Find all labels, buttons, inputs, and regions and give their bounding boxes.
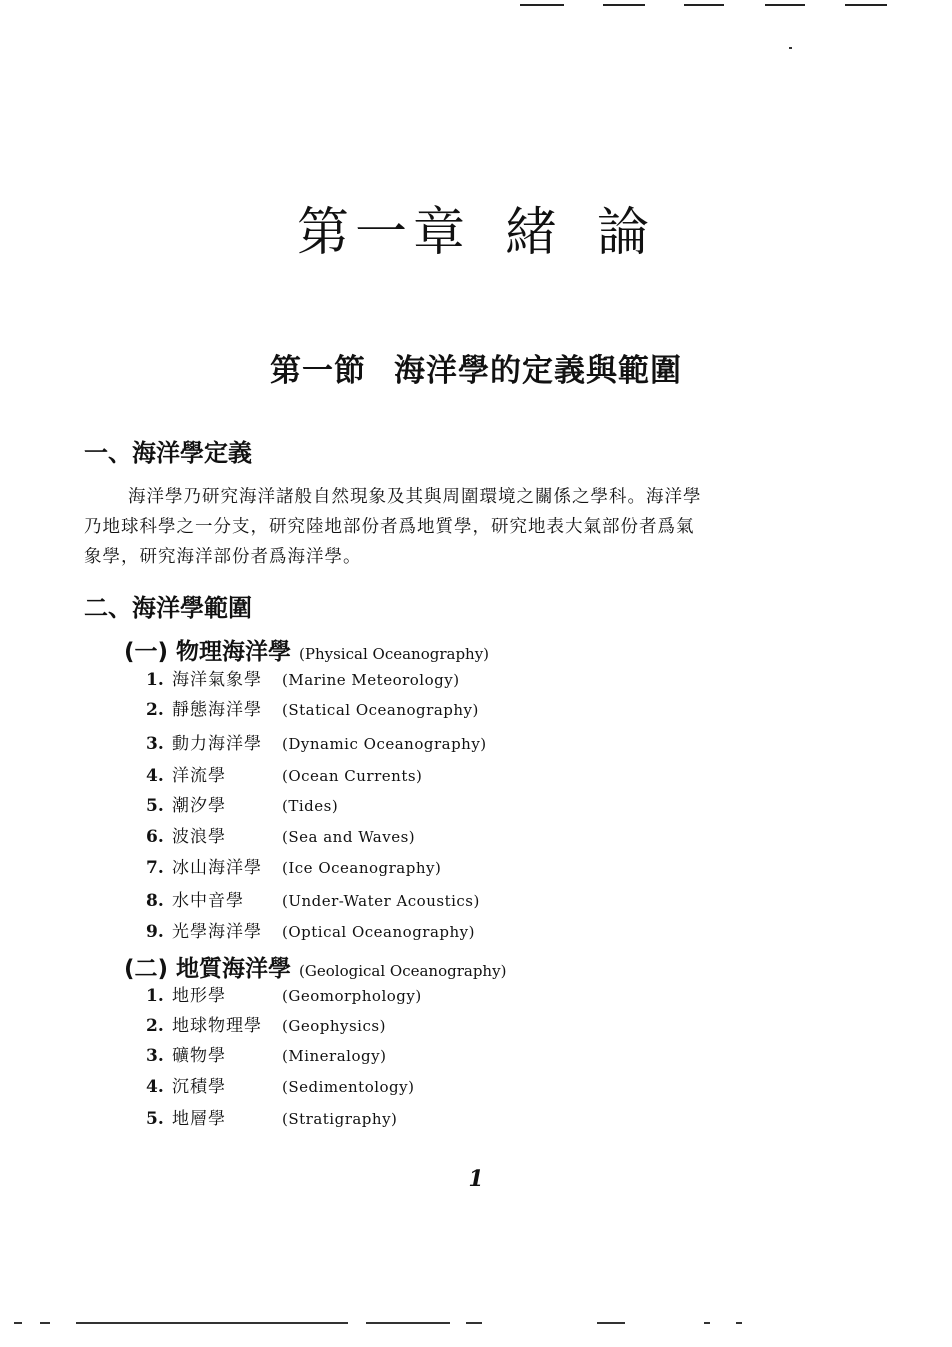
item-chinese: 海洋氣象學 bbox=[172, 670, 262, 690]
paragraph-line: 象學，研究海洋部份者爲海洋學。 bbox=[84, 547, 362, 567]
item-english: (Sea and Waves) bbox=[282, 828, 416, 846]
item-number: 1. bbox=[146, 670, 164, 690]
item-number: 5. bbox=[146, 796, 164, 816]
item-number: 4. bbox=[146, 766, 164, 786]
subheading-english: (Geological Oceanography) bbox=[299, 962, 507, 980]
scan-mark bbox=[520, 4, 564, 6]
scan-mark bbox=[76, 1322, 348, 1324]
scan-mark bbox=[684, 4, 724, 6]
item-chinese: 水中音學 bbox=[172, 891, 244, 911]
scan-mark bbox=[14, 1322, 22, 1324]
list-item bbox=[146, 763, 422, 789]
list-item bbox=[146, 1106, 397, 1132]
chapter-title-word-1: 緒 bbox=[504, 203, 563, 263]
list-item bbox=[146, 1043, 386, 1069]
scan-mark bbox=[366, 1322, 450, 1324]
list-item bbox=[146, 919, 475, 945]
item-chinese: 潮汐學 bbox=[172, 796, 226, 816]
section-name: 海洋學的定義與範圍 bbox=[394, 353, 682, 389]
subheading-physical bbox=[124, 633, 489, 666]
item-number: 3. bbox=[146, 734, 164, 754]
chapter-title-number: 第一章 bbox=[296, 203, 471, 263]
item-english: (Marine Meteorology) bbox=[282, 671, 460, 689]
item-english: (Statical Oceanography) bbox=[282, 701, 479, 719]
heading-definition: 一、海洋學定義 bbox=[84, 439, 252, 467]
scan-mark bbox=[736, 1322, 742, 1324]
scan-mark bbox=[765, 4, 805, 6]
list-item bbox=[146, 667, 460, 693]
scan-mark bbox=[603, 4, 645, 6]
item-chinese: 動力海洋學 bbox=[172, 734, 262, 754]
item-chinese: 地層學 bbox=[172, 1109, 226, 1129]
item-chinese: 地球物理學 bbox=[172, 1016, 262, 1036]
item-number: 6. bbox=[146, 827, 164, 847]
item-english: (Geophysics) bbox=[282, 1017, 386, 1035]
item-chinese: 洋流學 bbox=[172, 766, 226, 786]
paragraph-line: 乃地球科學之一分支，研究陸地部份者爲地質學，研究地表大氣部份者爲氣 bbox=[84, 517, 695, 537]
item-chinese: 冰山海洋學 bbox=[172, 858, 262, 878]
subheading-label: (一) 物理海洋學 bbox=[124, 639, 292, 665]
scan-mark bbox=[704, 1322, 710, 1324]
list-item bbox=[146, 793, 338, 819]
definition-paragraph bbox=[84, 482, 854, 572]
scan-mark bbox=[40, 1322, 50, 1324]
scan-mark bbox=[845, 4, 887, 6]
item-chinese: 地形學 bbox=[172, 986, 226, 1006]
item-english: (Geomorphology) bbox=[282, 987, 422, 1005]
section-number: 第一節 bbox=[270, 353, 366, 389]
paragraph-line: 海洋學乃研究海洋諸般自然現象及其與周圍環境之關係之學科。海洋學 bbox=[128, 487, 702, 507]
item-english: (Sedimentology) bbox=[282, 1078, 415, 1096]
list-item bbox=[146, 983, 422, 1009]
scan-mark bbox=[466, 1322, 482, 1324]
subheading-label: (二) 地質海洋學 bbox=[124, 956, 292, 982]
item-number: 5. bbox=[146, 1109, 164, 1129]
item-number: 2. bbox=[146, 1016, 164, 1036]
list-item bbox=[146, 855, 441, 881]
item-chinese: 光學海洋學 bbox=[172, 922, 262, 942]
list-item bbox=[146, 824, 415, 850]
item-chinese: 靜態海洋學 bbox=[172, 700, 262, 720]
item-number: 9. bbox=[146, 922, 164, 942]
item-chinese: 礦物學 bbox=[172, 1046, 226, 1066]
list-item bbox=[146, 888, 480, 914]
chapter-title-word-2: 論 bbox=[597, 203, 656, 263]
item-english: (Under-Water Acoustics) bbox=[282, 892, 480, 910]
list-item bbox=[146, 731, 487, 757]
item-chinese: 波浪學 bbox=[172, 827, 226, 847]
item-number: 3. bbox=[146, 1046, 164, 1066]
list-item bbox=[146, 697, 479, 723]
item-english: (Dynamic Oceanography) bbox=[282, 735, 487, 753]
item-number: 4. bbox=[146, 1077, 164, 1097]
item-number: 2. bbox=[146, 700, 164, 720]
section-title bbox=[0, 345, 952, 390]
item-english: (Ice Oceanography) bbox=[282, 859, 442, 877]
list-item bbox=[146, 1013, 386, 1039]
subheading-english: (Physical Oceanography) bbox=[299, 645, 490, 663]
item-english: (Tides) bbox=[282, 797, 339, 815]
item-number: 1. bbox=[146, 986, 164, 1006]
scan-speck bbox=[789, 47, 792, 49]
page-number: 1 bbox=[468, 1166, 484, 1192]
item-english: (Mineralogy) bbox=[282, 1047, 387, 1065]
item-chinese: 沉積學 bbox=[172, 1077, 226, 1097]
chapter-title bbox=[0, 190, 952, 265]
subheading-geological bbox=[124, 950, 506, 983]
item-number: 8. bbox=[146, 891, 164, 911]
scan-mark bbox=[597, 1322, 625, 1324]
item-english: (Ocean Currents) bbox=[282, 767, 423, 785]
item-number: 7. bbox=[146, 858, 164, 878]
list-item bbox=[146, 1074, 414, 1100]
heading-scope: 二、海洋學範圍 bbox=[84, 594, 252, 622]
item-english: (Optical Oceanography) bbox=[282, 923, 475, 941]
item-english: (Stratigraphy) bbox=[282, 1110, 398, 1128]
top-scan-marks bbox=[0, 0, 952, 12]
